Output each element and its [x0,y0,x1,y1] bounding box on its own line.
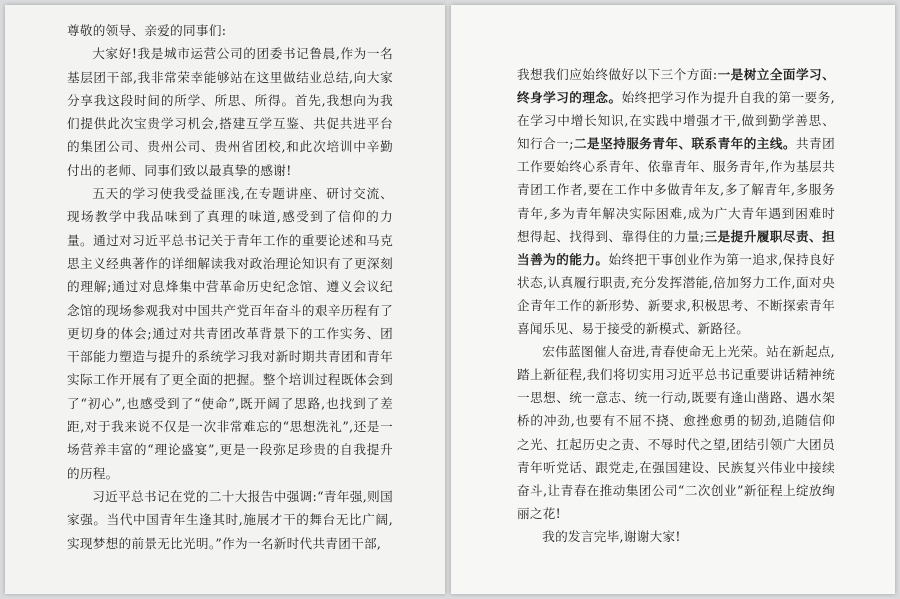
aspect-three-heading: 三是提升履职尽责、担当善为的能力。 [517,228,835,267]
paragraph-vision: 宏伟蓝图催人奋进,青春使命无上光荣。站在新起点,踏上新征程,我们将切实用习近平总书记重要讲话精神统一思想、统一意志、统一行动,既要有逢山凿路、遇水架桥的冲劲,也要有不屈不挠、愈挫愈勇的韧劲,追随信仰之光、扛起历史之责、不辱时代之望,团结引领广大团员青年听党话、跟党走,在强国建设、民族复兴伟业中接续奋斗,让青春在推动集团公司“二次创业”新征程上绽放绚丽之花! [517,344,835,521]
aspect-three-text: 始终把干事创业作为第一追求,保持良好状态,认真履行职责,充分发挥潜能,倍加努力工作,面对央企青年工作的新形势、新要求,积极思考、不断探索青年喜闻乐见、易于接受的新模式、新路径。 [517,251,835,337]
paragraph-learning: 五天的学习使我受益匪浅,在专题讲座、研讨交流、现场教学中我品味到了真理的味道,感受到了信仰的力量。通过对习近平总书记关于青年工作的重要论述和马克思主义经典著作的详细解读我对政治理论知识有了更深刻的理解;通过对息烽集中营革命历史纪念馆、遵义会议纪念馆的现场参观我对中国共产党百年奋斗的艰辛历程有了更切身的体会;通过对共青团改革背景下的工作实务、团干部能力塑造与提升的系统学习我对新时期共青团和青年实际工作开展有了更全面的把握。整个培训过程既体会到了“初心”,也感受到了“使命”,既开阔了思路,也找到了差距,对于我来说不仅是一次非常难忘的“思想洗礼”,还是一场营养丰富的“理论盛宴”,更是一段弥足珍贵的自我提升的历程。 [67,186,393,481]
salutation: 尊敬的领导、亲爱的同事们: [67,23,227,38]
aspect-one-heading: 一是树立全面学习、终身学习的理念。 [517,67,835,106]
right-page [451,5,895,594]
closing-line: 我的发言完毕,谢谢大家! [542,528,681,544]
left-page [5,5,445,594]
aspects-intro: 我想我们应始终做好以下三个方面: [517,67,718,82]
aspect-two-heading: 二是坚持服务青年、联系青年的主线。 [573,136,796,152]
paragraph-quote: 习近平总书记在党的二十大报告中强调:“青年强,则国家强。当代中国青年生逢其时,施展才干的舞台无比广阔,实现梦想的前景无比光明。”作为一名新时代共青团干部, [67,488,393,551]
aspect-two-text: 共青团工作要始终心系青年、依靠青年、服务青年,作为基层共青团工作者,要在工作中多做青年友,多了解青年,多服务青年,多为青年解决实际困难,成为广大青年遇到困难时想得起、找得到、靠得住的力量; [517,136,835,244]
paragraph-greeting: 大家好!我是城市运营公司的团委书记鲁晨,作为一名基层团干部,我非常荣幸能够站在这里做结业总结,向大家分享我这段时间的所学、所思、所得。首先,我想向为我们提供此次宝贵学习机会,搭建互学互鉴、共促共进平台的集团公司、贵州公司、贵州省团校,和此次培训中辛勤付出的老师、同事们致以最真挚的感谢! [67,46,393,178]
aspect-one-text: 始终把学习作为提升自我的第一要务,在学习中增长知识,在实践中增强才干,做到勤学善思、知行合一; [517,90,835,152]
paragraph-three-aspects [517,63,835,340]
right-page-text [517,63,835,548]
left-page-text [67,19,393,555]
